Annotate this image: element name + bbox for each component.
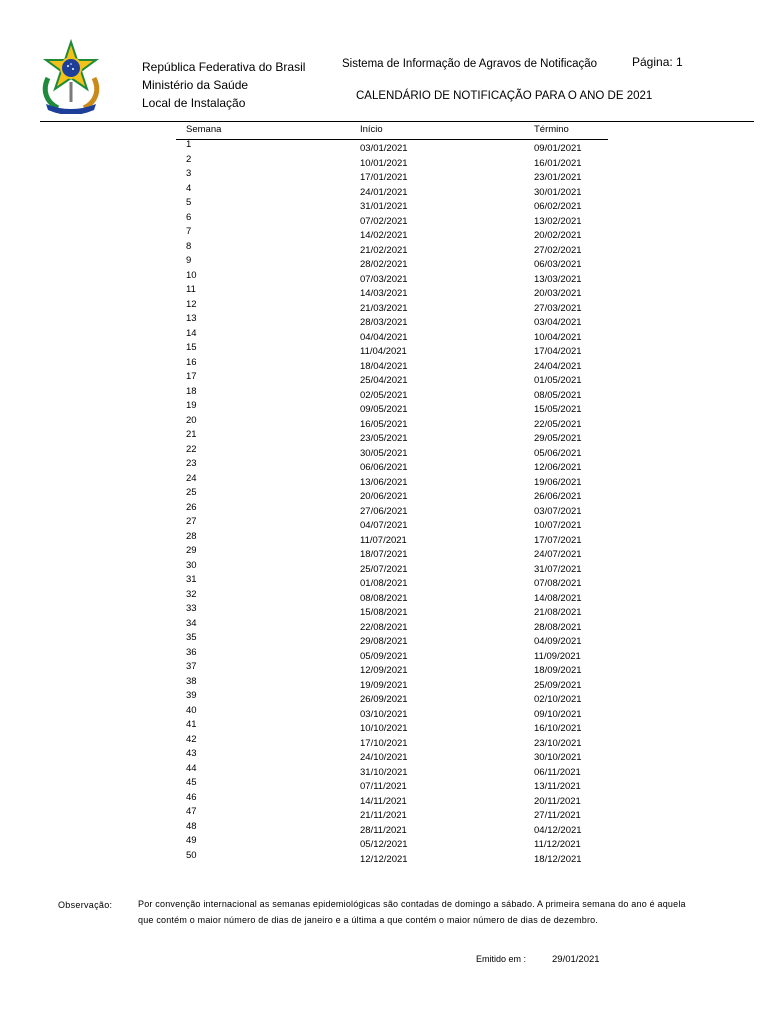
observation-label: Observação:	[58, 900, 113, 910]
week-end-date: 29/05/2021	[534, 433, 582, 444]
week-number: 43	[186, 748, 197, 759]
week-number: 8	[186, 240, 192, 252]
week-start-date: 24/10/2021	[360, 752, 408, 763]
week-end-date: 27/11/2021	[534, 810, 581, 821]
week-end-date: 27/02/2021	[534, 244, 582, 256]
column-header-termino: Término	[534, 124, 569, 135]
table-row	[0, 327, 768, 342]
table-row	[0, 631, 768, 646]
issued-date: 29/01/2021	[552, 954, 600, 965]
table-row	[0, 225, 768, 240]
table-row	[0, 501, 768, 516]
week-start-date: 26/09/2021	[360, 694, 408, 705]
week-start-date: 04/07/2021	[360, 520, 408, 531]
table-row	[0, 660, 768, 675]
table-row	[0, 298, 768, 313]
week-number: 23	[186, 458, 197, 469]
table-row	[0, 733, 768, 748]
table-row	[0, 834, 768, 849]
week-start-date: 06/06/2021	[360, 462, 408, 473]
week-start-date: 13/06/2021	[360, 476, 408, 488]
table-row	[0, 530, 768, 545]
week-end-date: 20/02/2021	[534, 230, 582, 241]
page-number: Página: 1	[632, 55, 683, 69]
week-end-date: 23/10/2021	[534, 737, 582, 749]
week-number: 38	[186, 675, 197, 687]
week-end-date: 04/09/2021	[534, 636, 582, 647]
week-end-date: 10/07/2021	[534, 520, 582, 531]
week-number: 34	[186, 617, 197, 629]
week-end-date: 19/06/2021	[534, 476, 582, 488]
week-start-date: 15/08/2021	[360, 607, 408, 618]
week-number: 44	[186, 762, 197, 774]
week-end-date: 10/04/2021	[534, 331, 582, 343]
week-end-date: 08/05/2021	[534, 389, 582, 401]
week-start-date: 21/02/2021	[360, 244, 408, 256]
week-number: 50	[186, 849, 197, 861]
week-start-date: 02/05/2021	[360, 389, 408, 401]
week-number: 14	[186, 327, 197, 339]
table-row	[0, 196, 768, 211]
table-row	[0, 675, 768, 690]
week-number: 27	[186, 516, 197, 527]
week-number: 21	[186, 429, 197, 440]
week-end-date: 04/12/2021	[534, 824, 582, 836]
week-start-date: 14/03/2021	[360, 288, 408, 299]
week-end-date: 20/11/2021	[534, 795, 581, 807]
week-end-date: 21/08/2021	[534, 607, 582, 618]
org-republic: República Federativa do Brasil	[142, 60, 306, 74]
table-row	[0, 689, 768, 704]
week-start-date: 07/02/2021	[360, 215, 408, 227]
week-end-date: 24/04/2021	[534, 360, 582, 372]
week-number: 18	[186, 385, 197, 397]
week-number: 37	[186, 661, 197, 672]
week-number: 10	[186, 269, 197, 281]
week-start-date: 01/08/2021	[360, 578, 408, 589]
week-end-date: 17/07/2021	[534, 534, 582, 546]
observation-text: Por convenção internacional as semanas epidemiológicas são contadas de domingo a sábado. A primeira semana do ano é aquela que contém o maior número de dias de janeiro e a última a que contém o maior número de dias de dezembro.	[138, 899, 686, 925]
week-end-date: 28/08/2021	[534, 621, 582, 633]
org-location: Local de Instalação	[142, 96, 246, 110]
week-number: 45	[186, 777, 197, 788]
week-start-date: 28/11/2021	[360, 824, 407, 836]
table-row	[0, 399, 768, 414]
week-start-date: 29/08/2021	[360, 636, 408, 647]
table-row	[0, 312, 768, 327]
system-title: Sistema de Informação de Agravos de Notificação	[342, 58, 598, 70]
week-start-date: 30/05/2021	[360, 447, 408, 459]
week-start-date: 05/12/2021	[360, 839, 408, 850]
week-number: 20	[186, 414, 197, 426]
week-number: 3	[186, 168, 192, 179]
week-number: 5	[186, 197, 192, 208]
table-row	[0, 820, 768, 835]
table-row	[0, 153, 768, 168]
week-number: 30	[186, 559, 197, 571]
week-start-date: 18/04/2021	[360, 360, 408, 372]
table-row	[0, 849, 768, 864]
table-row	[0, 356, 768, 371]
week-end-date: 18/12/2021	[534, 853, 582, 865]
column-header-semana: Semana	[186, 124, 222, 135]
table-row	[0, 269, 768, 284]
week-end-date: 15/05/2021	[534, 404, 582, 415]
table-row	[0, 472, 768, 487]
center-disc	[61, 58, 81, 78]
week-start-date: 31/01/2021	[360, 201, 408, 212]
week-number: 25	[186, 487, 197, 498]
week-start-date: 07/11/2021	[360, 781, 407, 792]
table-row	[0, 240, 768, 255]
week-number: 31	[186, 574, 197, 585]
week-start-date: 05/09/2021	[360, 650, 408, 662]
week-end-date: 03/07/2021	[534, 505, 582, 517]
week-end-date: 30/10/2021	[534, 752, 582, 763]
week-start-date: 12/09/2021	[360, 665, 408, 676]
table-row	[0, 791, 768, 806]
week-end-date: 22/05/2021	[534, 418, 582, 430]
week-number: 22	[186, 443, 197, 455]
week-start-date: 03/01/2021	[360, 143, 408, 154]
table-row	[0, 646, 768, 661]
week-number: 19	[186, 400, 197, 411]
week-start-date: 24/01/2021	[360, 186, 408, 198]
table-row	[0, 457, 768, 472]
week-start-date: 14/11/2021	[360, 795, 407, 807]
org-ministry: Ministério da Saúde	[142, 78, 249, 92]
week-start-date: 10/10/2021	[360, 723, 408, 734]
week-start-date: 10/01/2021	[360, 157, 408, 169]
table-row	[0, 385, 768, 400]
week-start-date: 03/10/2021	[360, 708, 408, 720]
week-start-date: 19/09/2021	[360, 679, 408, 691]
week-start-date: 28/03/2021	[360, 317, 408, 328]
week-number: 32	[186, 588, 197, 600]
table-row	[0, 776, 768, 791]
table-row	[0, 414, 768, 429]
week-start-date: 23/05/2021	[360, 433, 408, 444]
week-end-date: 20/03/2021	[534, 288, 582, 299]
week-number: 40	[186, 704, 197, 716]
table-row	[0, 718, 768, 733]
week-number: 1	[186, 139, 192, 150]
table-row	[0, 515, 768, 530]
week-end-date: 11/09/2021	[534, 650, 581, 662]
week-number: 26	[186, 501, 197, 513]
week-end-date: 11/12/2021	[534, 839, 581, 850]
table-row	[0, 167, 768, 182]
table-row	[0, 704, 768, 719]
week-number: 29	[186, 545, 197, 556]
week-number: 46	[186, 791, 197, 803]
week-number: 11	[186, 284, 196, 295]
week-end-date: 16/01/2021	[534, 157, 582, 169]
week-start-date: 31/10/2021	[360, 766, 408, 778]
table-row	[0, 138, 768, 153]
week-number: 47	[186, 806, 197, 817]
week-start-date: 27/06/2021	[360, 505, 408, 517]
table-row	[0, 805, 768, 820]
week-start-date: 04/04/2021	[360, 331, 408, 343]
week-end-date: 13/11/2021	[534, 781, 581, 792]
week-end-date: 30/01/2021	[534, 186, 582, 198]
coat-of-arms-icon	[38, 38, 104, 114]
week-number: 41	[186, 719, 197, 730]
table-row	[0, 211, 768, 226]
week-number: 36	[186, 646, 197, 658]
week-start-date: 21/11/2021	[360, 810, 407, 821]
weeks-table	[0, 138, 768, 863]
week-end-date: 07/08/2021	[534, 578, 582, 589]
week-start-date: 14/02/2021	[360, 230, 408, 241]
week-number: 28	[186, 530, 197, 542]
week-number: 24	[186, 472, 197, 484]
week-start-date: 28/02/2021	[360, 259, 408, 270]
week-end-date: 17/04/2021	[534, 346, 582, 357]
week-end-date: 06/11/2021	[534, 766, 581, 778]
table-row	[0, 762, 768, 777]
week-number: 9	[186, 255, 192, 266]
week-start-date: 25/04/2021	[360, 375, 408, 386]
table-row	[0, 544, 768, 559]
week-number: 7	[186, 226, 192, 237]
issued-label: Emitido em :	[476, 954, 527, 964]
table-row	[0, 602, 768, 617]
table-row	[0, 486, 768, 501]
week-start-date: 11/04/2021	[360, 346, 407, 357]
week-start-date: 18/07/2021	[360, 549, 408, 560]
week-start-date: 11/07/2021	[360, 534, 407, 546]
table-row	[0, 370, 768, 385]
week-end-date: 13/02/2021	[534, 215, 582, 227]
week-number: 13	[186, 313, 197, 324]
week-end-date: 18/09/2021	[534, 665, 582, 676]
week-number: 48	[186, 820, 197, 832]
table-row	[0, 588, 768, 603]
week-start-date: 12/12/2021	[360, 853, 408, 865]
week-end-date: 27/03/2021	[534, 302, 582, 314]
week-number: 15	[186, 342, 197, 353]
week-end-date: 05/06/2021	[534, 447, 582, 459]
week-start-date: 07/03/2021	[360, 273, 408, 285]
week-end-date: 02/10/2021	[534, 694, 582, 705]
week-start-date: 17/01/2021	[360, 172, 408, 183]
week-number: 2	[186, 153, 192, 165]
week-start-date: 08/08/2021	[360, 592, 408, 604]
header-org-block	[142, 58, 305, 112]
week-number: 6	[186, 211, 192, 223]
header-divider	[40, 121, 754, 122]
week-end-date: 31/07/2021	[534, 563, 582, 575]
table-row	[0, 617, 768, 632]
week-start-date: 25/07/2021	[360, 563, 408, 575]
week-end-date: 23/01/2021	[534, 172, 582, 183]
calendar-title: CALENDÁRIO DE NOTIFICAÇÃO PARA O ANO DE 2021	[356, 90, 653, 102]
week-end-date: 14/08/2021	[534, 592, 582, 604]
table-row	[0, 443, 768, 458]
table-row	[0, 428, 768, 443]
sword	[70, 82, 73, 102]
week-start-date: 09/05/2021	[360, 404, 408, 415]
week-number: 42	[186, 733, 197, 745]
table-row	[0, 283, 768, 298]
week-start-date: 17/10/2021	[360, 737, 408, 749]
week-number: 35	[186, 632, 197, 643]
week-start-date: 16/05/2021	[360, 418, 408, 430]
week-end-date: 09/10/2021	[534, 708, 582, 720]
week-number: 12	[186, 298, 197, 310]
table-row	[0, 559, 768, 574]
week-end-date: 01/05/2021	[534, 375, 582, 386]
week-number: 39	[186, 690, 197, 701]
week-number: 17	[186, 371, 197, 382]
table-row	[0, 182, 768, 197]
table-row	[0, 747, 768, 762]
week-end-date: 25/09/2021	[534, 679, 582, 691]
week-number: 49	[186, 835, 197, 846]
week-end-date: 26/06/2021	[534, 491, 582, 502]
column-header-inicio: Início	[360, 124, 383, 135]
week-end-date: 06/03/2021	[534, 259, 582, 270]
week-end-date: 24/07/2021	[534, 549, 582, 560]
table-row	[0, 573, 768, 588]
week-end-date: 06/02/2021	[534, 201, 582, 212]
week-end-date: 13/03/2021	[534, 273, 582, 285]
table-row	[0, 254, 768, 269]
table-row	[0, 341, 768, 356]
week-start-date: 21/03/2021	[360, 302, 408, 314]
week-number: 33	[186, 603, 197, 614]
week-start-date: 20/06/2021	[360, 491, 408, 502]
week-end-date: 09/01/2021	[534, 143, 582, 154]
week-number: 4	[186, 182, 192, 194]
week-number: 16	[186, 356, 197, 368]
week-end-date: 03/04/2021	[534, 317, 582, 328]
week-end-date: 12/06/2021	[534, 462, 582, 473]
week-end-date: 16/10/2021	[534, 723, 582, 734]
week-start-date: 22/08/2021	[360, 621, 408, 633]
